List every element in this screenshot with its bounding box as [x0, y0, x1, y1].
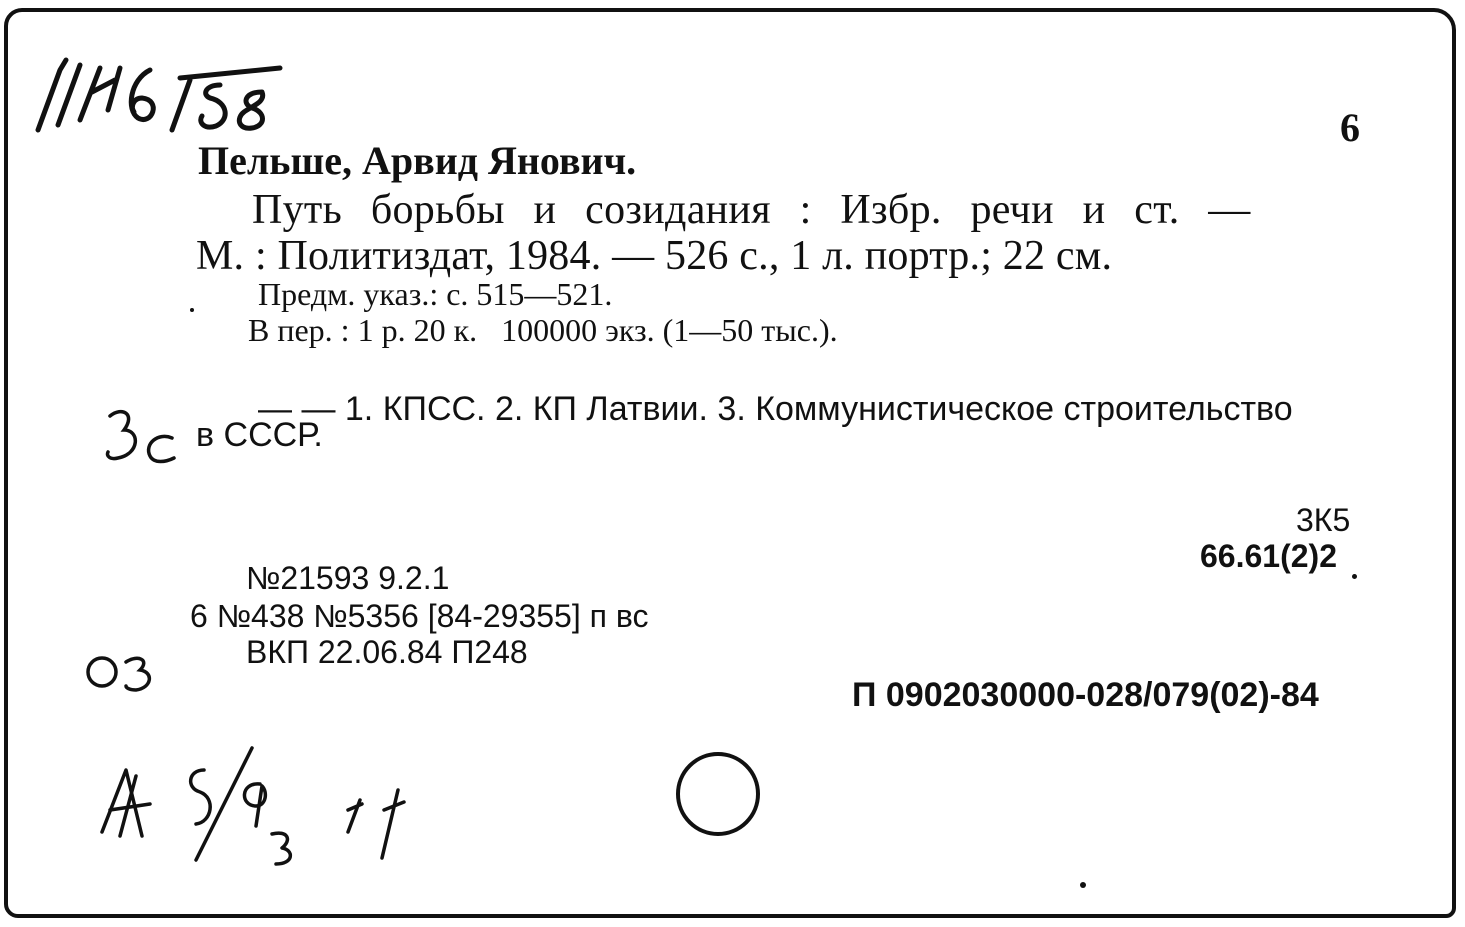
record-line-2: 6 №438 №5356 [84-29355] п вс	[190, 598, 649, 634]
handwritten-subject-mark	[100, 402, 190, 472]
title-line-2: М. : Политиздат, 1984. — 526 с., 1 л. портр.; 22 см.	[196, 233, 1113, 279]
subjects-line-1: — — 1. КПСС. 2. КП Латвии. 3. Коммунистическое строительство	[258, 390, 1293, 428]
classification-1: 3К5	[1296, 502, 1351, 538]
card-number: 6	[1340, 105, 1360, 150]
classification-2: 66.61(2)2	[1200, 538, 1337, 574]
record-line-3: ВКП 22.06.84 П248	[246, 634, 528, 670]
scan-speck	[1352, 574, 1357, 579]
record-line-1: №21593 9.2.1	[246, 560, 450, 596]
handwritten-signature	[92, 740, 432, 870]
scan-speck	[1080, 882, 1086, 888]
scan-speck	[190, 308, 194, 312]
catalog-code: П 0902030000-028/079(02)-84	[852, 676, 1319, 714]
handwritten-code	[82, 648, 162, 698]
punch-hole	[676, 752, 760, 836]
handwritten-number	[30, 40, 290, 140]
subjects-line-2: в СССР.	[196, 416, 323, 454]
author-heading: Пельше, Арвид Янович.	[198, 138, 637, 183]
price-line: В пер. : 1 р. 20 к. 100000 экз. (1—50 тыс.).	[248, 312, 838, 348]
index-note: Предм. указ.: с. 515—521.	[258, 276, 613, 312]
title-line-1: Путь борьбы и созидания : Избр. речи и ст. —	[252, 187, 1251, 233]
